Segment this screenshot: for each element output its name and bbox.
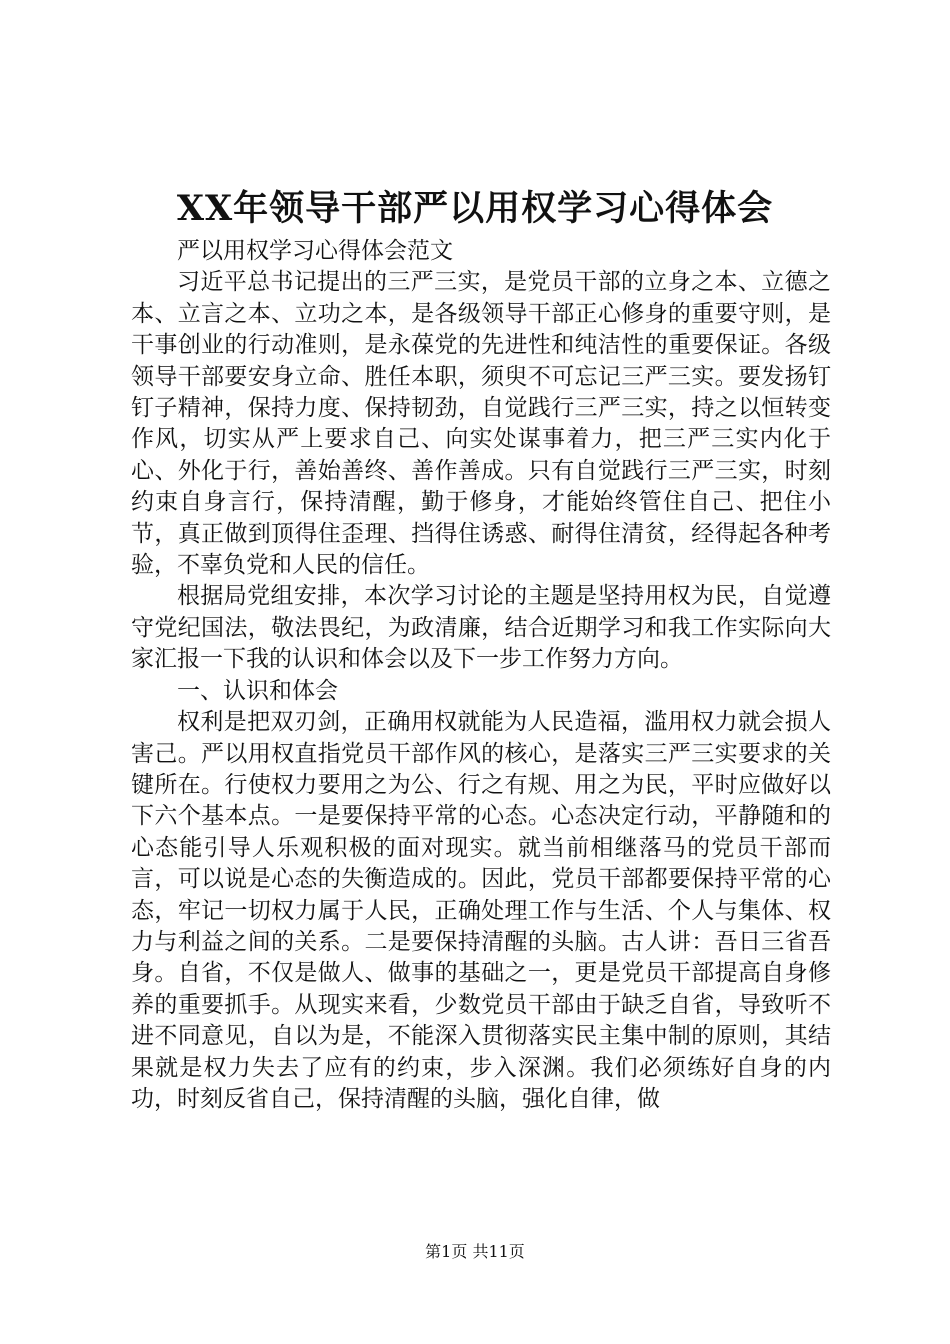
section-heading: 一、认识和体会 xyxy=(177,677,338,704)
intro-paragraph: 习近平总书记提出的三严三实，是党员干部的立身之本、立德之本、立言之本、立功之本，是各级领导干部正心修身的重要守则，是干事创业的行动准则，是永葆党的先进性和纯洁性的重要保证。各级领导干部要安身立命、胜任本职，须臾不可忘记三严三实。要发扬钉钉子精神，保持力度、保持韧劲，自觉践行三严三实，持之以恒转变作风，切实从严上要求自己、向实处谋事着力，把三严三实内化于心、外化于行，善始善终、善作善成。只有自觉践行三严三实，时刻约束自身言行，保持清醒，勤于修身，才能始终管住自己、把住小节，真正做到顶得住歪理、挡得住诱惑、耐得住清贫，经得起各种考验，不辜负党和人民的信任。 xyxy=(131,269,831,579)
document-title: XX年领导干部严以用权学习心得体会 xyxy=(176,188,774,229)
arrangement-paragraph: 根据局党组安排，本次学习讨论的主题是坚持用权为民，自觉遵守党纪国法，敬法畏纪，为政清廉，结合近期学习和我工作实际向大家汇报一下我的认识和体会以及下一步工作努力方向。 xyxy=(131,583,831,673)
document-body xyxy=(131,236,831,1115)
page-footer: 第1页 共11页 xyxy=(425,1242,525,1261)
section-paragraph: 权利是把双刃剑，正确用权就能为人民造福，滥用权力就会损人害己。严以用权直指党员干部作风的核心，是落实三严三实要求的关键所在。行使权力要用之为公、行之有规、用之为民，平时应做好以下六个基本点。一是要保持平常的心态。心态决定行动，平静随和的心态能引导人乐观积极的面对现实。就当前相继落马的党员干部而言，可以说是心态的失衡造成的。因此，党员干部都要保持平常的心态，牢记一切权力属于人民，正确处理工作与生活、个人与集体、权力与利益之间的关系。二是要保持清醒的头脑。古人讲：吾日三省吾身。自省，不仅是做人、做事的基础之一，更是党员干部提高自身修养的重要抓手。从现实来看，少数党员干部由于缺乏自省，导致听不进不同意见，自以为是，不能深入贯彻落实民主集中制的原则，其结果就是权力失去了应有的约束，步入深渊。我们必须练好自身的内功，时刻反省自己，保持清醒的头脑，强化自律，做 xyxy=(131,709,831,1112)
subtitle-paragraph: 严以用权学习心得体会范文 xyxy=(177,238,453,264)
